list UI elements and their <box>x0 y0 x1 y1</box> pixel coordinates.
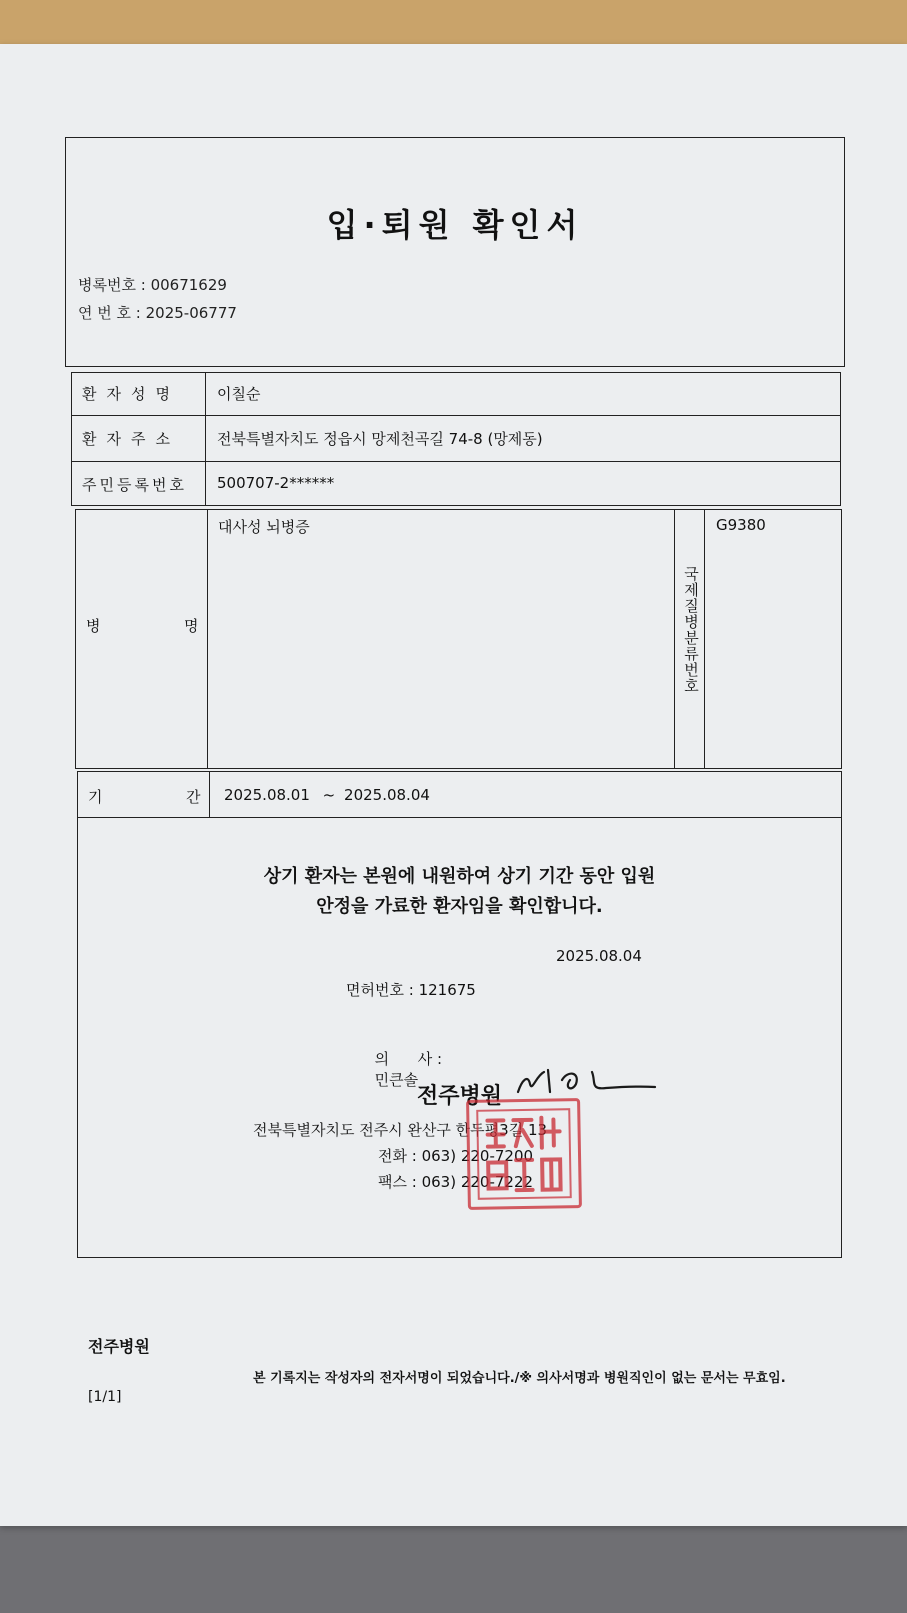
patient-rrn: 500707-2****** <box>217 474 335 492</box>
period-start: 2025.08.01 <box>224 786 310 804</box>
doctor-label: 의 사 : <box>374 1050 443 1068</box>
record-number-value: 00671629 <box>150 276 227 294</box>
header-box <box>65 137 845 367</box>
seal-icon <box>473 1105 575 1203</box>
statement-date: 2025.08.04 <box>556 947 642 965</box>
serial-number <box>78 302 237 323</box>
footer-hospital: 전주병원 <box>88 1337 150 1356</box>
patient-name: 이칠순 <box>217 385 261 403</box>
patient-address-label: 환자주소 <box>82 430 180 448</box>
icd-label: 국제질병분류번호 <box>682 566 700 694</box>
doctor-name: 민큰솔 <box>374 1071 419 1089</box>
phone-label: 전화 : <box>378 1147 417 1165</box>
document-title: 입·퇴원 확인서 <box>326 206 584 244</box>
footer-page: [1/1] <box>88 1389 122 1405</box>
period-range <box>224 786 430 804</box>
hospital-name: 전주병원 <box>416 1084 502 1109</box>
license-number <box>346 979 476 1000</box>
serial-number-label: 연 번 호 : <box>78 304 141 322</box>
phone-value: 063) 220-7200 <box>421 1147 534 1165</box>
patient-info-table <box>71 372 841 506</box>
hospital-address: 전북특별자치도 전주시 완산구 한두평3길 13 <box>253 1121 548 1139</box>
statement-line2: 안정을 가료한 환자임을 확인합니다. <box>316 896 603 917</box>
license-label: 면허번호 : <box>346 981 414 999</box>
hospital-seal-stamp <box>466 1098 582 1210</box>
statement-line1: 상기 환자는 본원에 내원하여 상기 기간 동안 입원 <box>263 866 656 887</box>
patient-rrn-label: 주민등록번호 <box>82 476 187 494</box>
patient-address: 전북특별자치도 정읍시 망제천곡길 74-8 (망제동) <box>217 430 543 448</box>
diagnosis-label-right: 명 <box>184 617 199 635</box>
record-number-label: 병록번호 : <box>78 276 146 294</box>
period-end: 2025.08.04 <box>344 786 430 804</box>
period-label-left: 기 <box>88 788 103 806</box>
fax-value: 063) 220-7222 <box>421 1173 534 1191</box>
period-label-right: 간 <box>186 788 201 806</box>
doctor-signature <box>510 1062 660 1102</box>
fax-label: 팩스 : <box>378 1173 417 1191</box>
license-value: 121675 <box>418 981 476 999</box>
footer-notice: 본 기록지는 작성자의 전자서명이 되었습니다./※ 의사서명과 병원직인이 없는 문서는 무효임. <box>253 1371 786 1386</box>
patient-name-label: 환자성명 <box>82 385 180 403</box>
floor-background <box>0 1520 907 1613</box>
diagnosis-table <box>75 509 842 769</box>
document-page <box>0 44 907 1526</box>
period-tilde: ~ <box>322 786 336 804</box>
record-number <box>78 274 227 295</box>
icd-code: G9380 <box>716 516 766 534</box>
serial-number-value: 2025-06777 <box>145 304 237 322</box>
diagnosis-name: 대사성 뇌병증 <box>218 518 310 536</box>
diagnosis-label-left: 병 <box>86 617 101 635</box>
period-statement-box <box>77 771 842 1258</box>
